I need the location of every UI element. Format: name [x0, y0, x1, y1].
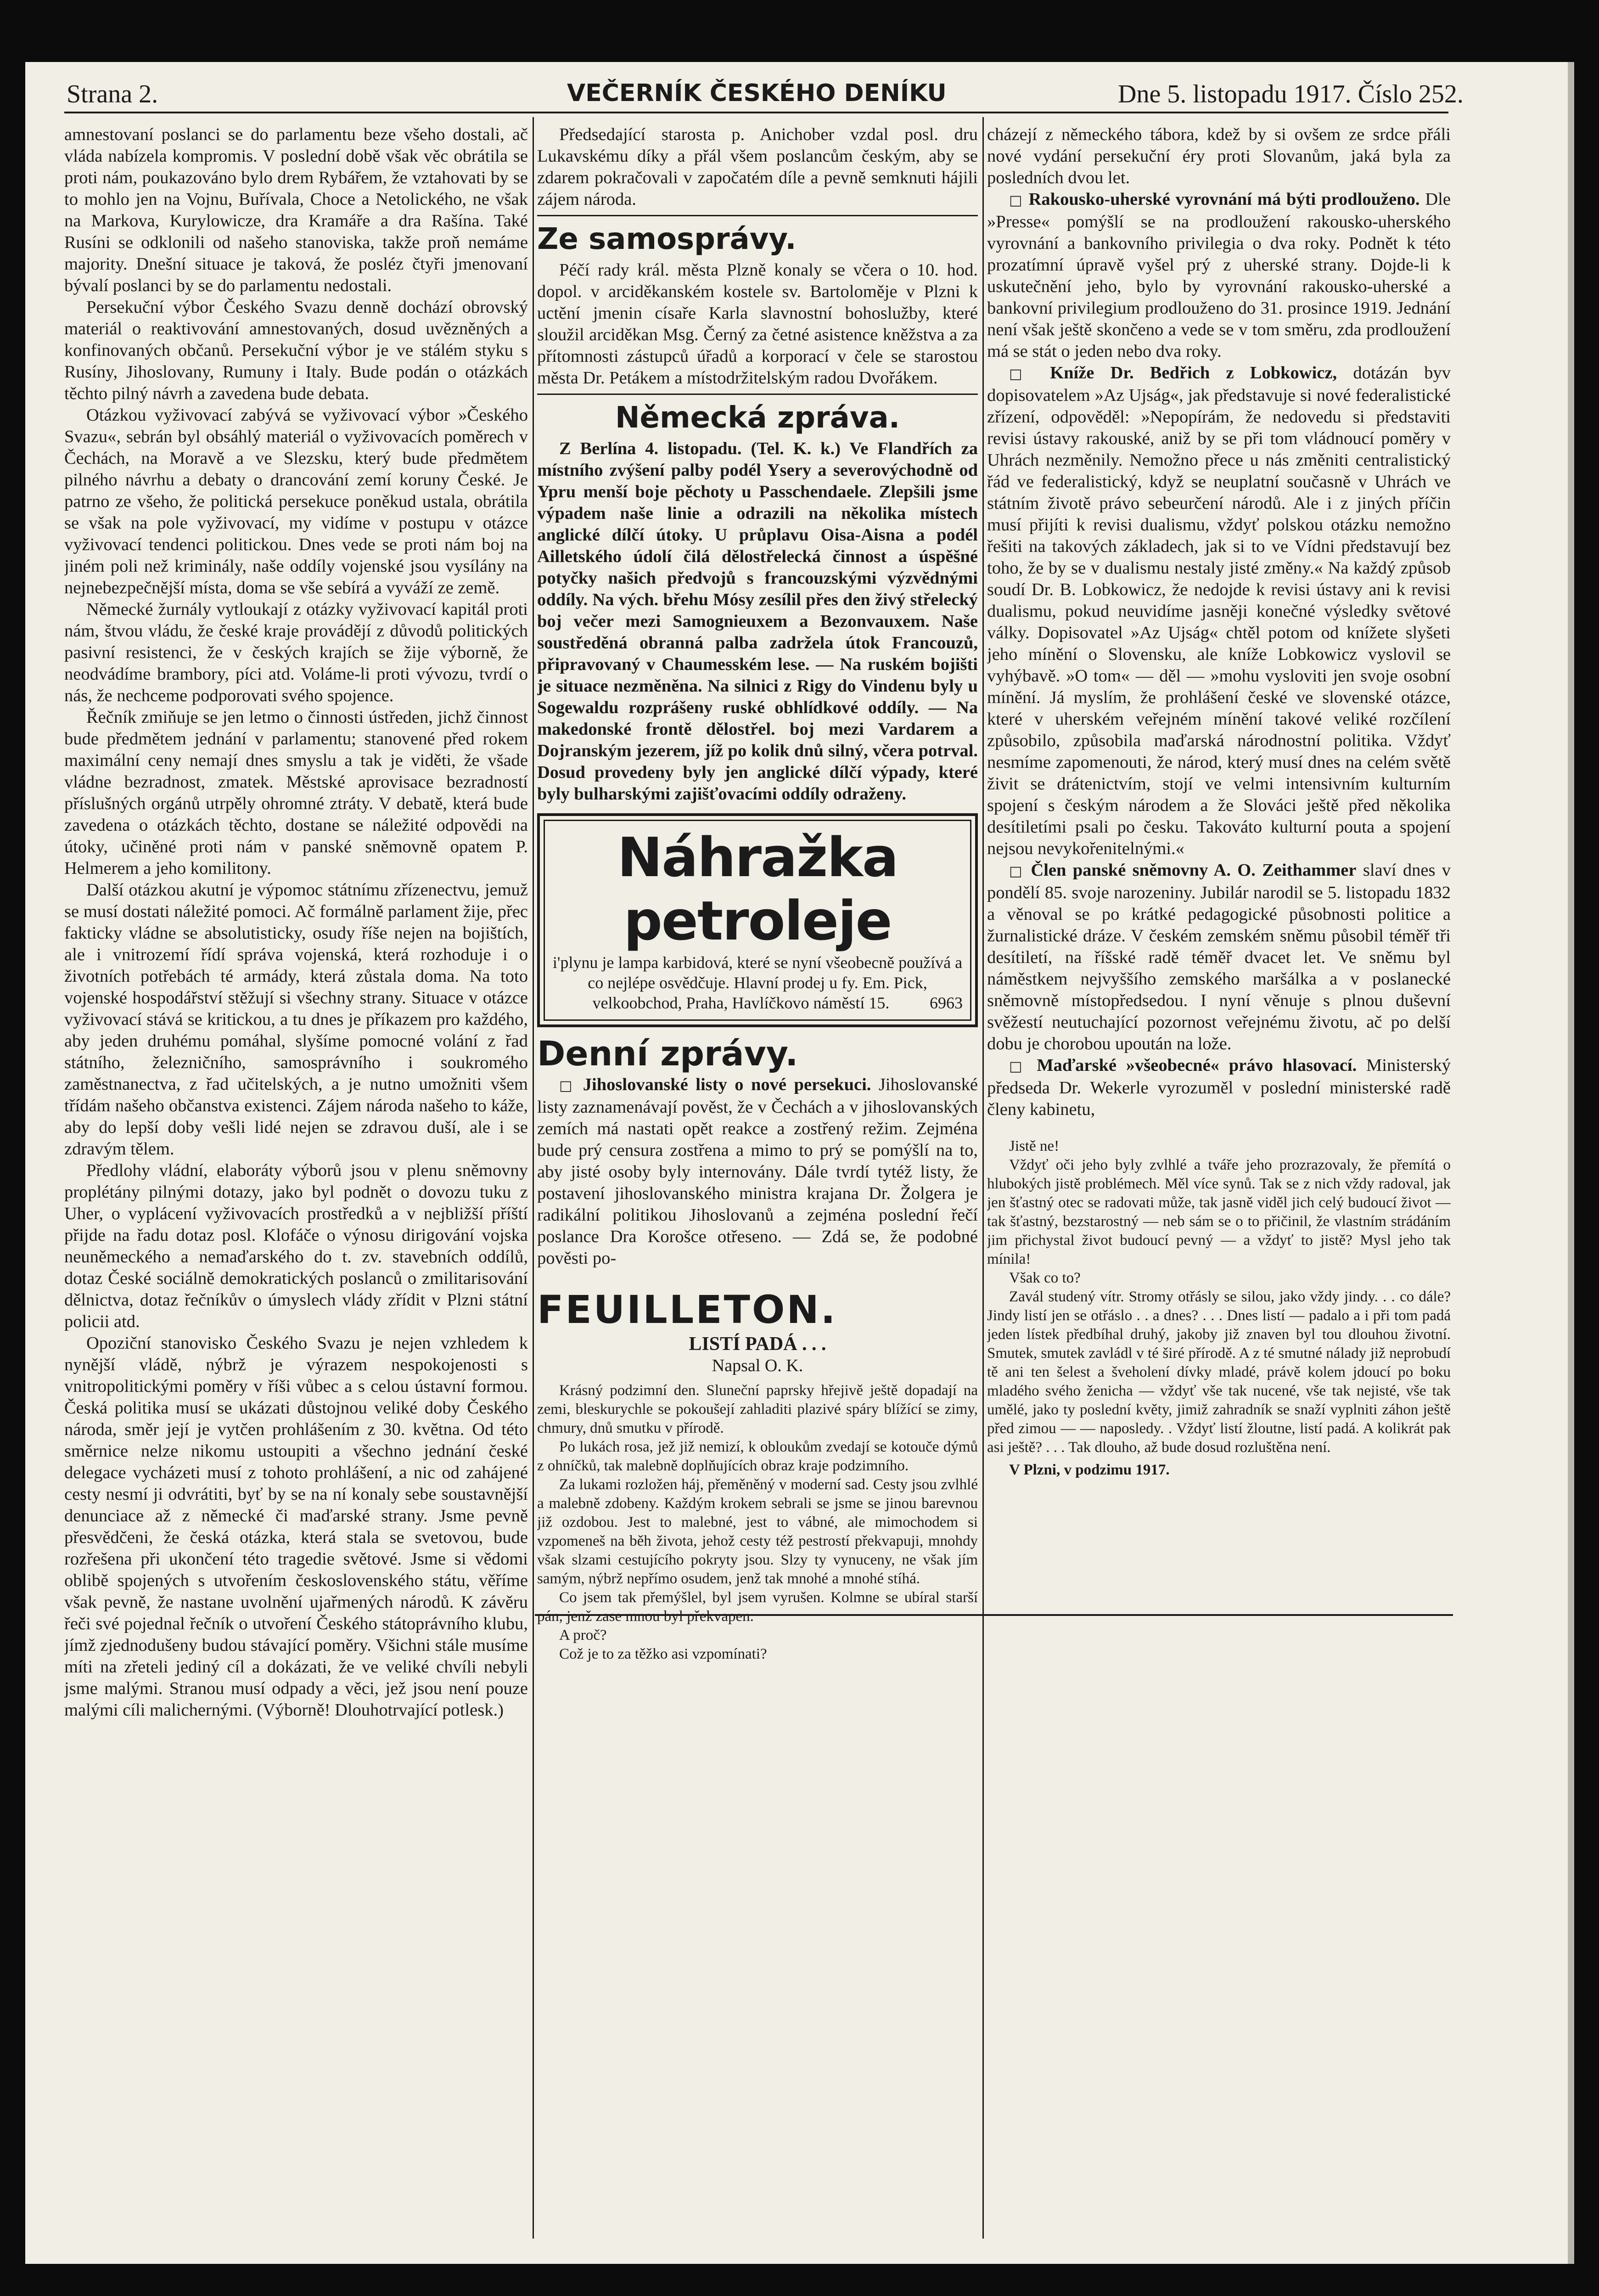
paragraph: Opoziční stanovisko Českého Svazu je nejen vzhledem k nynější vládě, nýbrž je výrazem nespokojenosti s vnitropolitickými poměry v říši vůbec a s celou ústavní formou. Česká politika musí se ukázati důstojnou veliké doby Českého národa, směr její je vytčen prohlášením z 30. května. Od této směrnice nelze nikomu ustoupiti a všechno jednání české delegace vycházeti musí z tohoto prohlášení, a nic od zahájené cesty nesmí ji odvrátiti, byť by se na ní konaly sebe soustavnější denunciace až z německé či maďarské strany. Jsme pevně přesvědčeni, že česká otázka, která stala se svetovou, bude rozřešena při ukončení této tragedie světové. Jsme si vědomi oblibě spojených s utvořením československého státu, věříme však pevně, že nastane uvolnění ujařmených národů. K závěru řeči své pojednal řečník o utvoření Českého státoprávního klubu, jímž zjednodušeny budou stávající poměry. Všichni stále musíme míti na zřeteli jediný cíl a dokázati, že ve veliké chvíli nebyli jsme malými. Stranou musí odpady a věci, jež jsou není pouze malými cíli malichernými. (Výborně! Dlouhotrvající potlesk.) — [64, 1334, 528, 1720]
intro-paragraph: Předsedající starosta p. Anichober vzdal posl. dru Lukavskému díky a přál všem poslancům českým, aby se zdarem pokračovali v započatém díle a pevně semknuti hájili zájem národa. — [537, 125, 978, 209]
page-edge — [1568, 62, 1574, 2264]
paragraph: Péčí rady král. města Plzně konaly se včera o 10. hod. dopol. v arciděkanském kostele sv. Bartoloměje v Plzni k uctění jmenin císaře Karla slavnostní bohoslužby, které sloužil arciděkan Msg. Černý za četné asistence kněžstva a za přítomnosti zástupců úřadů a korporací v čele se starostou města Dr. Petákem a místodržitelským radou Dvořákem. — [537, 260, 978, 388]
ad-number: 6963 — [930, 994, 963, 1012]
paragraph: Další otázkou akutní je výpomoc státnímu zřízenectvu, jemuž se musí dostati náležité pomoci. Ač formálně parlament žije, přec fakticky vládne se absolutisticky, osudy říše nejen na bojištích, ale i vnitrozemí řídí správa vojenská, která rozhoduje i o životních potřebách té armády, která zůstala doma. Na toto vojenské hospodářství stěžují si všechny strany. Situace v otázce vyživovací stává se kritickou, a tu dnes je příkazem pro každého, aby jeden druhému pomáhal, slyšíme pomocné volání z řad státního, železničního, samosprávního i soukromého zaměstnanectva, z řad učitelských, a je nutno umožniti všem třídám našeho občanstva existenci. Zájem národa našeho to káže, aby do lepší doby vešli lidé nejen se zdravou duší, ale i se zdravým tělem. — [64, 880, 528, 1159]
news-title: Kníže Dr. Bedřich z Lobkowicz, — [1050, 363, 1337, 383]
news-title: Maďarské »všeobecné« právo hlasovací. — [1037, 1056, 1357, 1075]
paragraph: Německé žurnály vytloukají z otázky vyživovací kapitál proti nám, štvou vládu, že české kraje provádějí z důvodů politických pasivní resistenci, že v českých krajích se žije výborně, že neodvádíme brambory, píci atd. Voláme-li proti vývozu, tvrdí o nás, že nechceme podporovati svého spojence. — [64, 600, 528, 705]
lead-in: cházejí z německého tábora, kdež by si ovšem ze srdce přáli nové vydání persekuční éry proti Slovanům, jaká byla za posledních dvou let. — [987, 125, 1451, 187]
story-paragraph: Však co to? — [1009, 1270, 1081, 1286]
column-rule-1 — [533, 117, 534, 2239]
news-text: Dle »Presse« pomýšlí se na prodloužení rakousko-uherského vyrovnání a bankovního privilegia o dva roky. Podnět k této prozatímní úpravě vyšel prý z uherské strany. Dojde-li k uskutečnění jeho, bylo by vyrovnání rakousko-uherské a bankovní privilegium prodlouženo do 31. prosince 1919. Jednání není však ještě skončeno a vede se v tom směru, zda prodloužení má se stát o jeden nebo dva roky. — [987, 190, 1451, 361]
square-bullet-icon: □ — [1009, 863, 1025, 879]
column-3 — [987, 124, 1451, 2209]
story-paragraph: Což je to za těžko asi vzpomínati? — [559, 1646, 767, 1662]
paragraph: Otázkou vyživovací zabývá se vyživovací výbor »Českého Svazu«, sebrán byl obsáhlý materiál o vyživovacích poměrech v Čechách, na Moravě a ve Slezsku, který bude předmětem pilného návrhu a debaty o drancování zemí koruny České. Je patrno ze všeho, že politická persekuce poněkud ustala, obrátila se však na pole vyživovací, my vidíme v postupu v otázce vyživovací tendenci politickou. Dnes vede se proti nám boj na jiném poli než kriminály, naše oddíly vojenské jsou vysílány na nejnebezpečnější místa, doma se vše sebírá a vyváží ze země. — [64, 405, 528, 597]
news-title: Rakousko-uherské vyrovnání má býti prodlouženo. — [1028, 190, 1420, 209]
column-rule-2 — [982, 117, 984, 2239]
news-text: Ministerský předseda Dr. Wekerle vyrozuměl v poslední ministerské radě členy kabinetu, — [987, 1056, 1451, 1119]
section-title-nemecka-zprava: Německá zpráva. — [615, 401, 900, 435]
story-signoff: V Plzni, v podzimu 1917. — [1009, 1462, 1170, 1478]
war-report: Z Berlína 4. listopadu. (Tel. K. k.) Ve Flandřích za místního zvýšení palby podél Ysery a severovýchodně od Ypru menší boje pěchoty u Passchendaele. Zlepšili jsme výpadem naše linie a odrazili na několika místech anglické dílčí útoky. U průplavu Oisa-Aisna a podél Ailletského údolí čilá dělostřelecká činnost a úspěšné potyčky našich předvojů s francouzskými výzvědnými oddíly. Na vých. břehu Mósy zesílil přes den živý střelecký boj večer mezi Samognieuxem a Bezonvauxem. Naše soustředěná obranná palba zadržela útok Francouzů, připravovaný v Chaumesském lese. — Na ruském bojišti je situace nezměněna. Na silnici z Rigy do Vindenu byly u Sogewaldu rozprášeny ruské obhlídkové oddíly. — Na makedonské frontě dělostřel. boj mezi Vardarem a Dojranským jezerem, jíž po kolik dnů silný, včera potrval. Dosud provedeny byly jen anglické dílčí výpady, které byly bulharskými zajišťovacími oddíly odraženy. — [537, 439, 978, 804]
news-title: Člen panské sněmovny A. O. Zeithammer — [1031, 861, 1357, 880]
issue-date: Dne 5. listopadu 1917. Číslo 252. — [1118, 80, 1464, 108]
story-paragraph: Po lukách rosa, jež již nemizí, k obloukům zvedají se kotouče dýmů z ohníčků, tak malebně doplňujících obraz kraje podzimního. — [537, 1439, 978, 1474]
ad-text: i'plynu je lampa karbidová, které se nyní všeobecně používá a co nejlépe osvědčuje. Hlavní prodej u fy. Em. Pick, velkoobchod, Praha, Havlíčkovo náměstí 15. — [552, 953, 963, 1012]
column-1 — [64, 124, 528, 2209]
square-bullet-icon: □ — [559, 1078, 576, 1094]
story-paragraph: Zavál studený vítr. Stromy otřásly se silou, jako vždy jindy. . . co dále? Jindy listí jen se otřáslo . . a dnes? . . . Dnes listí — padalo a i při tom padá jeden lístek předbíhal druhý, jakoby již znaven byl tou dlouhou životní. Smutek, smutek zavládl v té širé přírodě. A z té smutné nálady již neprobudí tě ani ten šelest a šveholení dívky mladé, právě kolem jdoucí po boku mladého svého ženicha — vždyť vše tak nucené, vše tak nejisté, vše tak umělé, jako ty poslední květy, jimiž zahradník se snaží vyplniti záhon ještě před zimou — — naposledy. . Vždyť listí žloutne, listí padá. A kolikrát pak asi ještě? . . . Tak dlouho, až bude dosud rozluštěna není. — [987, 1289, 1451, 1456]
news-title: Jihoslovanské listy o nové persekuci. — [583, 1075, 871, 1094]
divider — [537, 215, 978, 216]
ad-title: Náhražka petroleje — [617, 826, 898, 952]
paragraph: Persekuční výbor Českého Svazu denně dochází obrovský materiál o reaktivování amnestovaných, dosud uvězněných a konfinovaných občanů. Persekuční výbor je ve stálém styku s Rusíny, Jihoslovany, Rumuny i Italy. Bude podán o otázkách těchto pilný návrh a zavedena bude debata. — [64, 298, 528, 403]
story-author: Napsal O. K. — [712, 1356, 803, 1375]
section-title-denni-zpravy: Denní zprávy. — [537, 1034, 798, 1074]
story-paragraph: A proč? — [559, 1627, 607, 1643]
feuilleton-title: FEUILLETON. — [537, 1287, 837, 1332]
paragraph: amnestovaní poslanci se do parlamentu beze všeho dostali, ač vláda nabízela kompromis. V poslední době však věc obrátila se proti nám, poukazováno bylo drem Rybářem, že vztahovati by se to mohlo jen na Vojnu, Buřívala, Choce a Netolického, ne však na Markova, Kurylowicze, dra Kramáře a dra Rašína. Také Rusíni se odklonili od našeho stanoviska, takže proň nemáme majority. Dnešní situace je taková, že posléz čtyři jmenovaní bývalí poslanci by se do parlamentu nedostali. — [64, 125, 528, 295]
square-bullet-icon: □ — [1009, 1058, 1027, 1075]
news-text: dotázán byv dopisovatelem »Az Ujság«, jak představuje si nové federalistické zřízení, odpověděl: »Nepopírám, že nedovedu si představiti revisi ústavy rakouské, aniž by se při tom vládnoucí poměry v Uhrách nezměnily. Nemožno přece u nás změniti centralistický řád ve federalistický, když se neuplatní současně v Uhrách ve státním životě právo sebeurčení národů. Ale i z jiných příčin musí přijíti k revisi dualismu, vždyť polskou otázku nemožno řešiti na takových základech, jak si to ve Vídni představují bez toho, že by se v dualismu nestaly jisté změny.« Na každý způsob soudí Dr. B. Lobkowicz, že nedojde k revisi ústavy ani k revisi dualismu, pokud neuvidíme jasněji konečné výsledky světové války. Dopisovatel »Az Ujság« chtěl potom od knížete slyšeti jeho mínění o Slovensku, ale kníže Lobkowicz vyslovil se vyhýbavě. »O tom« — děl — »mohu vysloviti jen svoje osobní mínění. Já myslím, že prohlášení české ve slovenské otázce, které v uherském veřejném mínění takové veliké rozčílení způsobilo, způsobila maďarská národnostní politika. Vždyť nesmíme zapomenouti, že národ, který musí dnes na celém světě živit se drátenictvím, stojí ve velmi intensivním kulturním spojení s českým národem a že Slováci ještě před několika desítiletími psali po česku. Takováto kulturní pouta a spojení nejsou nevykořenitelnými.« — [987, 363, 1451, 858]
story-paragraph: Jistě ne! — [1009, 1138, 1060, 1154]
divider — [537, 394, 978, 395]
section-title-samosprava: Ze samosprávy. — [537, 222, 797, 256]
story-paragraph: Krásný podzimní den. Sluneční paprsky hřejivě ještě dopadají na zemi, bleskurychle se pokoušejí zahladiti plazivé spáry blížící se zimy, chmury, dnů smutku v přírodě. — [537, 1382, 978, 1436]
news-text: Jihoslovanské listy zaznamenávají pověst, že v Čechách a v jihoslovanských zemích má nastati opět reakce a zostřený režim. Zejména bude prý censura zostřena a mimo to prý se pomýšlí na to, aby jisté osoby byly internovány. Dále tvrdí tytéž listy, že postavení jihoslovanského ministra krajana Dr. Žolgera je radikální politikou Jihoslovanů a zejména poslední řečí poslance Dra Korošce otřeseno. — Zdá se, že podobné pověsti po- — [537, 1075, 978, 1268]
square-bullet-icon: □ — [1009, 366, 1034, 382]
story-paragraph: Co jsem tak přemýšlel, byl jsem vyrušen. Kolmne se ubíral starší pán, jenž zase mnou byl překvapen. — [537, 1589, 978, 1625]
news-text: slaví dnes v pondělí 85. svoje narozeniny. Jubilár narodil se 5. listopadu 1832 a věnoval se po krátké pedagogické působnosti politice a žurnalistické dráze. V českém zemském sněmu působil téměř tři desítiletí, na říšské radě téměř dvacet let. Ve sněmu byl náměstkem nejvyššího zemského maršálka a v poslanecké sněmovně místopředsedou. I nyní věnuje s plnou duševní svěžestí neutuchající pozornost veřejnému životu, ač po delší dobu je chorobou upoután na lože. — [987, 861, 1451, 1053]
page-number: Strana 2. — [67, 80, 158, 108]
paragraph: Řečník zmiňuje se jen letmo o činnosti ústředen, jichž činnost bude předmětem jednání v parlamentu; stanovené před rokem maximální ceny nemají dnes smyslu a tak je viděti, že všade vládne bezradnost, zmatek. Městské aprovisace bezradností příslušných orgánů utrpěly ohromné ztráty. V debatě, která bude zavedena o otázkách těchto, dostane se náležité odpovědi na útoky, učiněné proti nám v panské sněmovně opatem P. Helmerem a jeho komilitony. — [64, 708, 528, 878]
page-header — [67, 79, 1464, 116]
paragraph: Předlohy vládní, elaboráty výborů jsou v plenu sněmovny proplétány pilnými dotazy, jako byl podnět o dovozu tuku z Uher, o vyplácení vyživovacích prostředků a v nejbližší příští přijde na řadu dotaz posl. Klofáče o výnosu dirigování vojska neuněmeckého a nemaďarského do t. zv. stavebních oddílů, dotaz České sociálně demokratických poslanců o zmilitarisování dělnictva, dotaz řečníkův o úmyslech vlády zřídit v Plzni státní policii atd. — [64, 1161, 528, 1331]
story-paragraph: Vždyť oči jeho byly zvlhlé a tváře jeho prozrazovaly, že přemítá o hlubokých jistě problémech. Měl více synů. Tak se z nich vždy radoval, jak jen šťastný otec se radovati může, tak jasně viděl jich celý budoucí život — tak šťastný, bezstarostný — neb sám se o to přičinil, že vlastním strádáním jim přichystal život budoucí pevný — a vždyť to jistě? Mysl jeho tak mínila! — [987, 1157, 1451, 1267]
square-bullet-icon: □ — [1009, 192, 1023, 208]
header-rule — [64, 112, 1448, 113]
column-2 — [537, 124, 978, 2209]
story-title: LISTÍ PADÁ . . . — [689, 1334, 826, 1355]
advertisement — [537, 813, 978, 1027]
masthead: VEČERNÍK ČESKÉHO DENÍKU — [567, 79, 947, 107]
story-paragraph: Za lukami rozložen háj, přeměněný v moderní sad. Cesty jsou zvlhlé a malebně zdobeny. Každým krokem sebrali se jsme se jinou barevnou již ozdobou. Jest to malebné, jest to vábné, ale mimochodem si vzpomeneš na běh života, jehož cesty též pestrostí překvapuji, mnohdy však slzami cestujícího pokryty jsou. Slzy ty vynuceny, ne však jím samým, nýbrž nepřímo osudem, jenž tak mnohé a mnohé stíhá. — [537, 1476, 978, 1587]
newspaper-page — [25, 62, 1568, 2264]
